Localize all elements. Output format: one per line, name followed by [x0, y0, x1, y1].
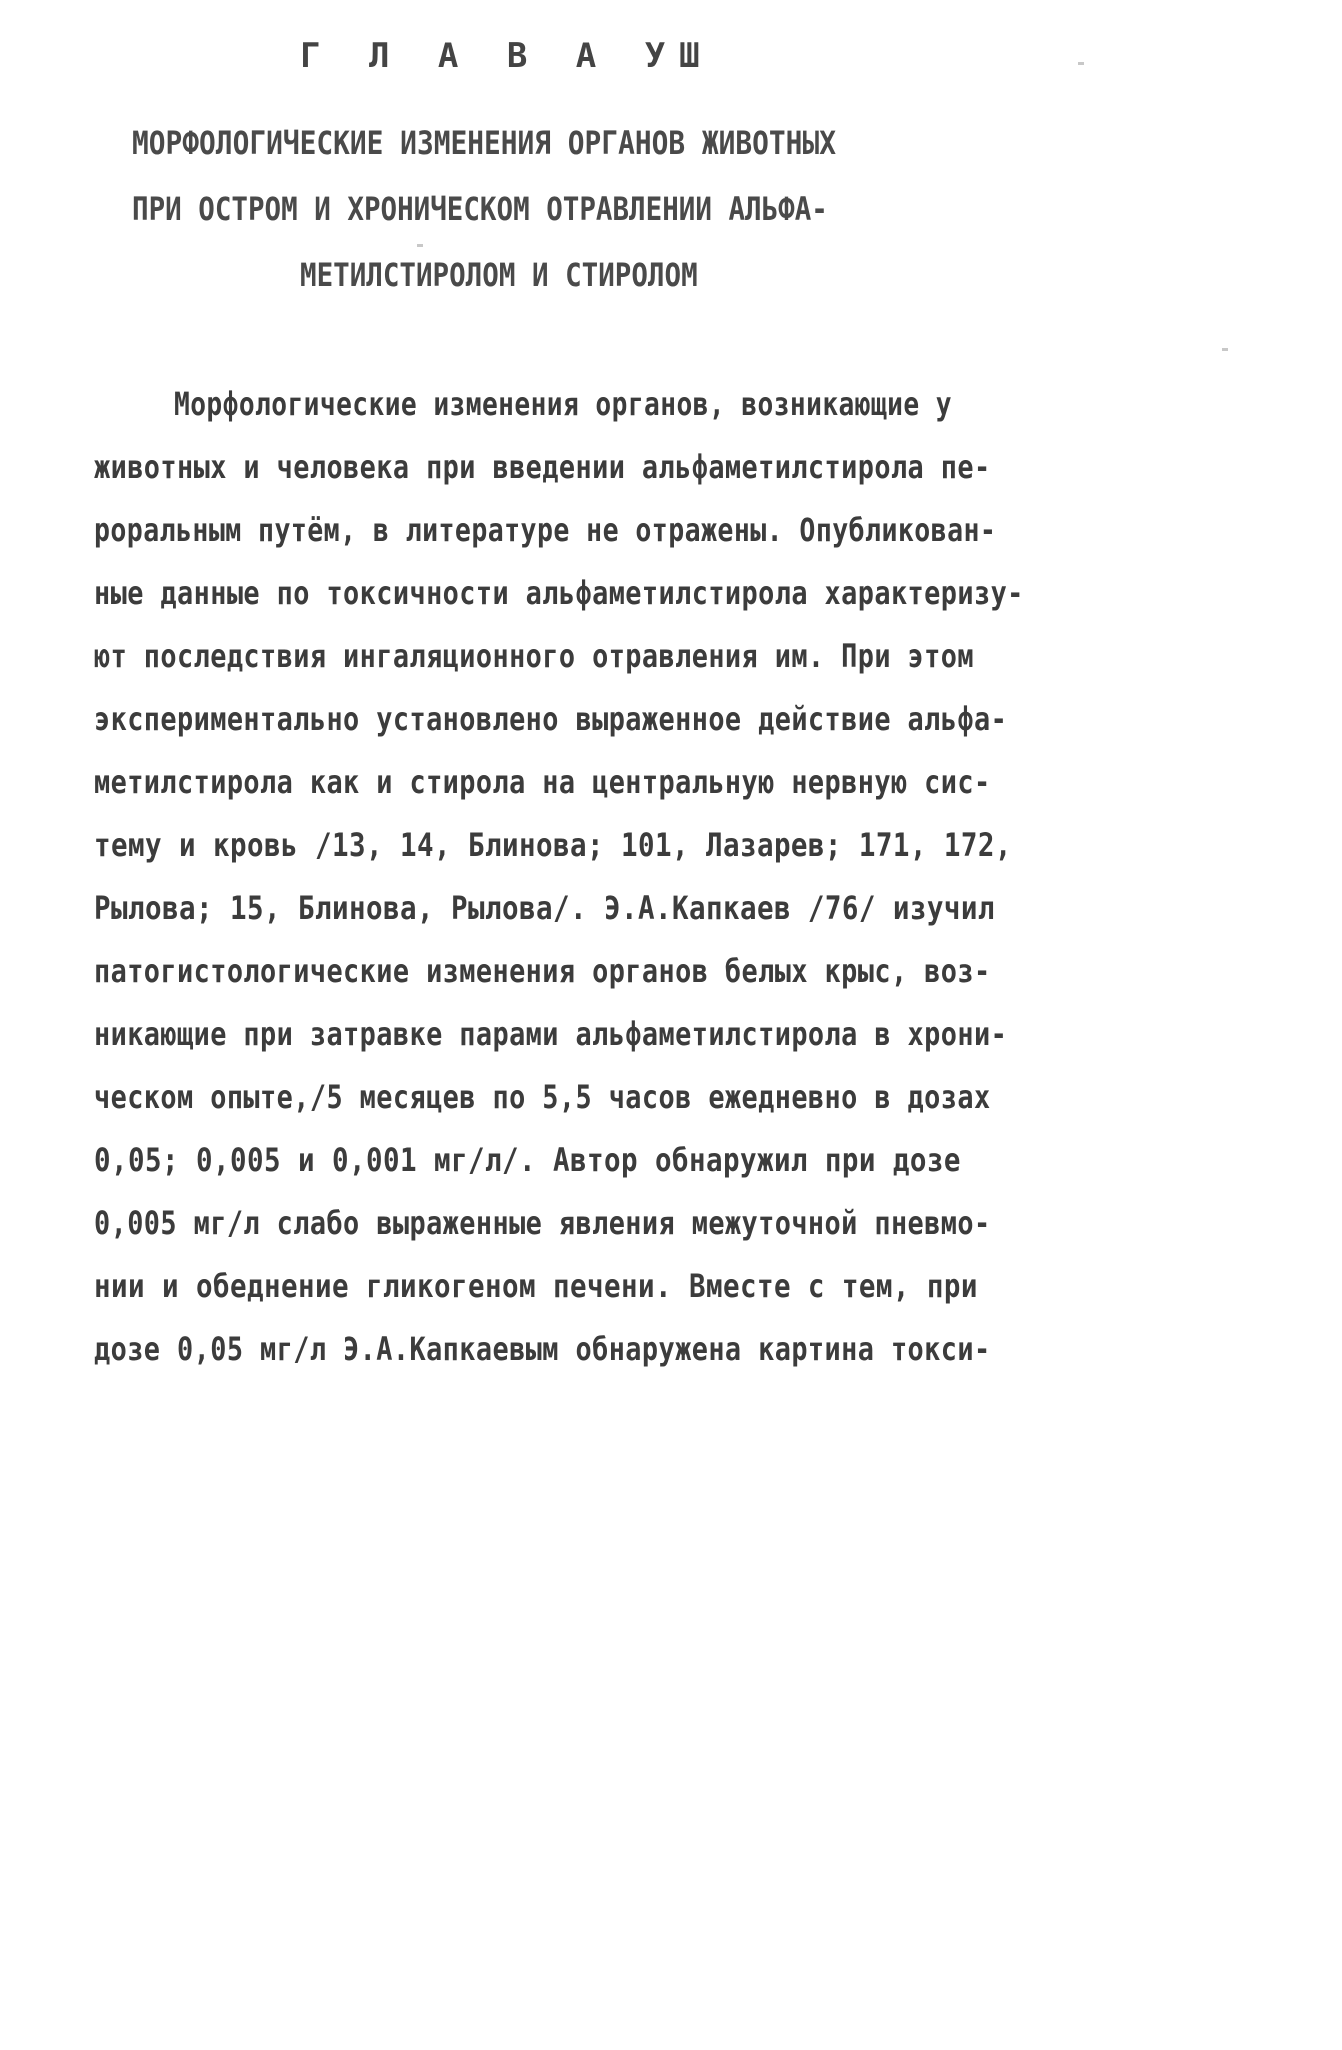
body-line-15: нии и обеднение гликогеном печени. Вместе с тем, при — [94, 1267, 978, 1305]
body-line-12: ческом опыте,/5 месяцев по 5,5 часов ежедневно в дозах — [94, 1078, 991, 1116]
body-line-6: экспериментально установлено выраженное действие альфа- — [94, 700, 1008, 738]
body-line-9: Рылова; 15, Блинова, Рылова/. Э.А.Капкаев /76/ изучил — [94, 889, 995, 927]
chapter-heading: Г Л А В А УШ — [300, 36, 714, 76]
body-line-10: патогистологические изменения органов белых крыс, воз- — [94, 952, 991, 990]
body-line-5: ют последствия ингаляционного отравления им. При этом — [94, 637, 974, 675]
body-line-7: метилстирола как и стирола на центральную нервную сис- — [94, 763, 991, 801]
scan-speck — [1222, 348, 1228, 351]
body-line-13: 0,05; 0,005 и 0,001 мг/л/. Автор обнаружил при дозе — [94, 1141, 961, 1179]
body-line-16: дозе 0,05 мг/л Э.А.Капкаевым обнаружена картина токси- — [94, 1330, 991, 1368]
body-line-4: ные данные по токсичности альфаметилстирола характеризу- — [94, 574, 1024, 612]
scan-speck — [1078, 62, 1084, 65]
body-line-14: 0,005 мг/л слабо выраженные явления межуточной пневмо- — [94, 1204, 991, 1242]
body-line-8: тему и кровь /13, 14, Блинова; 101, Лазарев; 171, 172, — [94, 826, 1012, 864]
body-line-1: Морфологические изменения органов, возникающие у — [174, 385, 952, 423]
body-line-3: роральным путём, в литературе не отражены. Опубликован- — [94, 511, 997, 549]
title-line-2: ПРИ ОСТРОМ И ХРОНИЧЕСКОМ ОТРАВЛЕНИИ АЛЬФА- — [132, 190, 828, 228]
body-line-2: животных и человека при введении альфаметилстирола пе- — [94, 448, 991, 486]
title-line-1: МОРФОЛОГИЧЕСКИЕ ИЗМЕНЕНИЯ ОРГАНОВ ЖИВОТНЫХ — [132, 124, 836, 162]
title-line-3: МЕТИЛСТИРОЛОМ И СТИРОЛОМ — [300, 256, 698, 294]
body-line-11: никающие при затравке парами альфаметилстирола в хрони- — [94, 1015, 1008, 1053]
scan-speck — [417, 244, 423, 247]
